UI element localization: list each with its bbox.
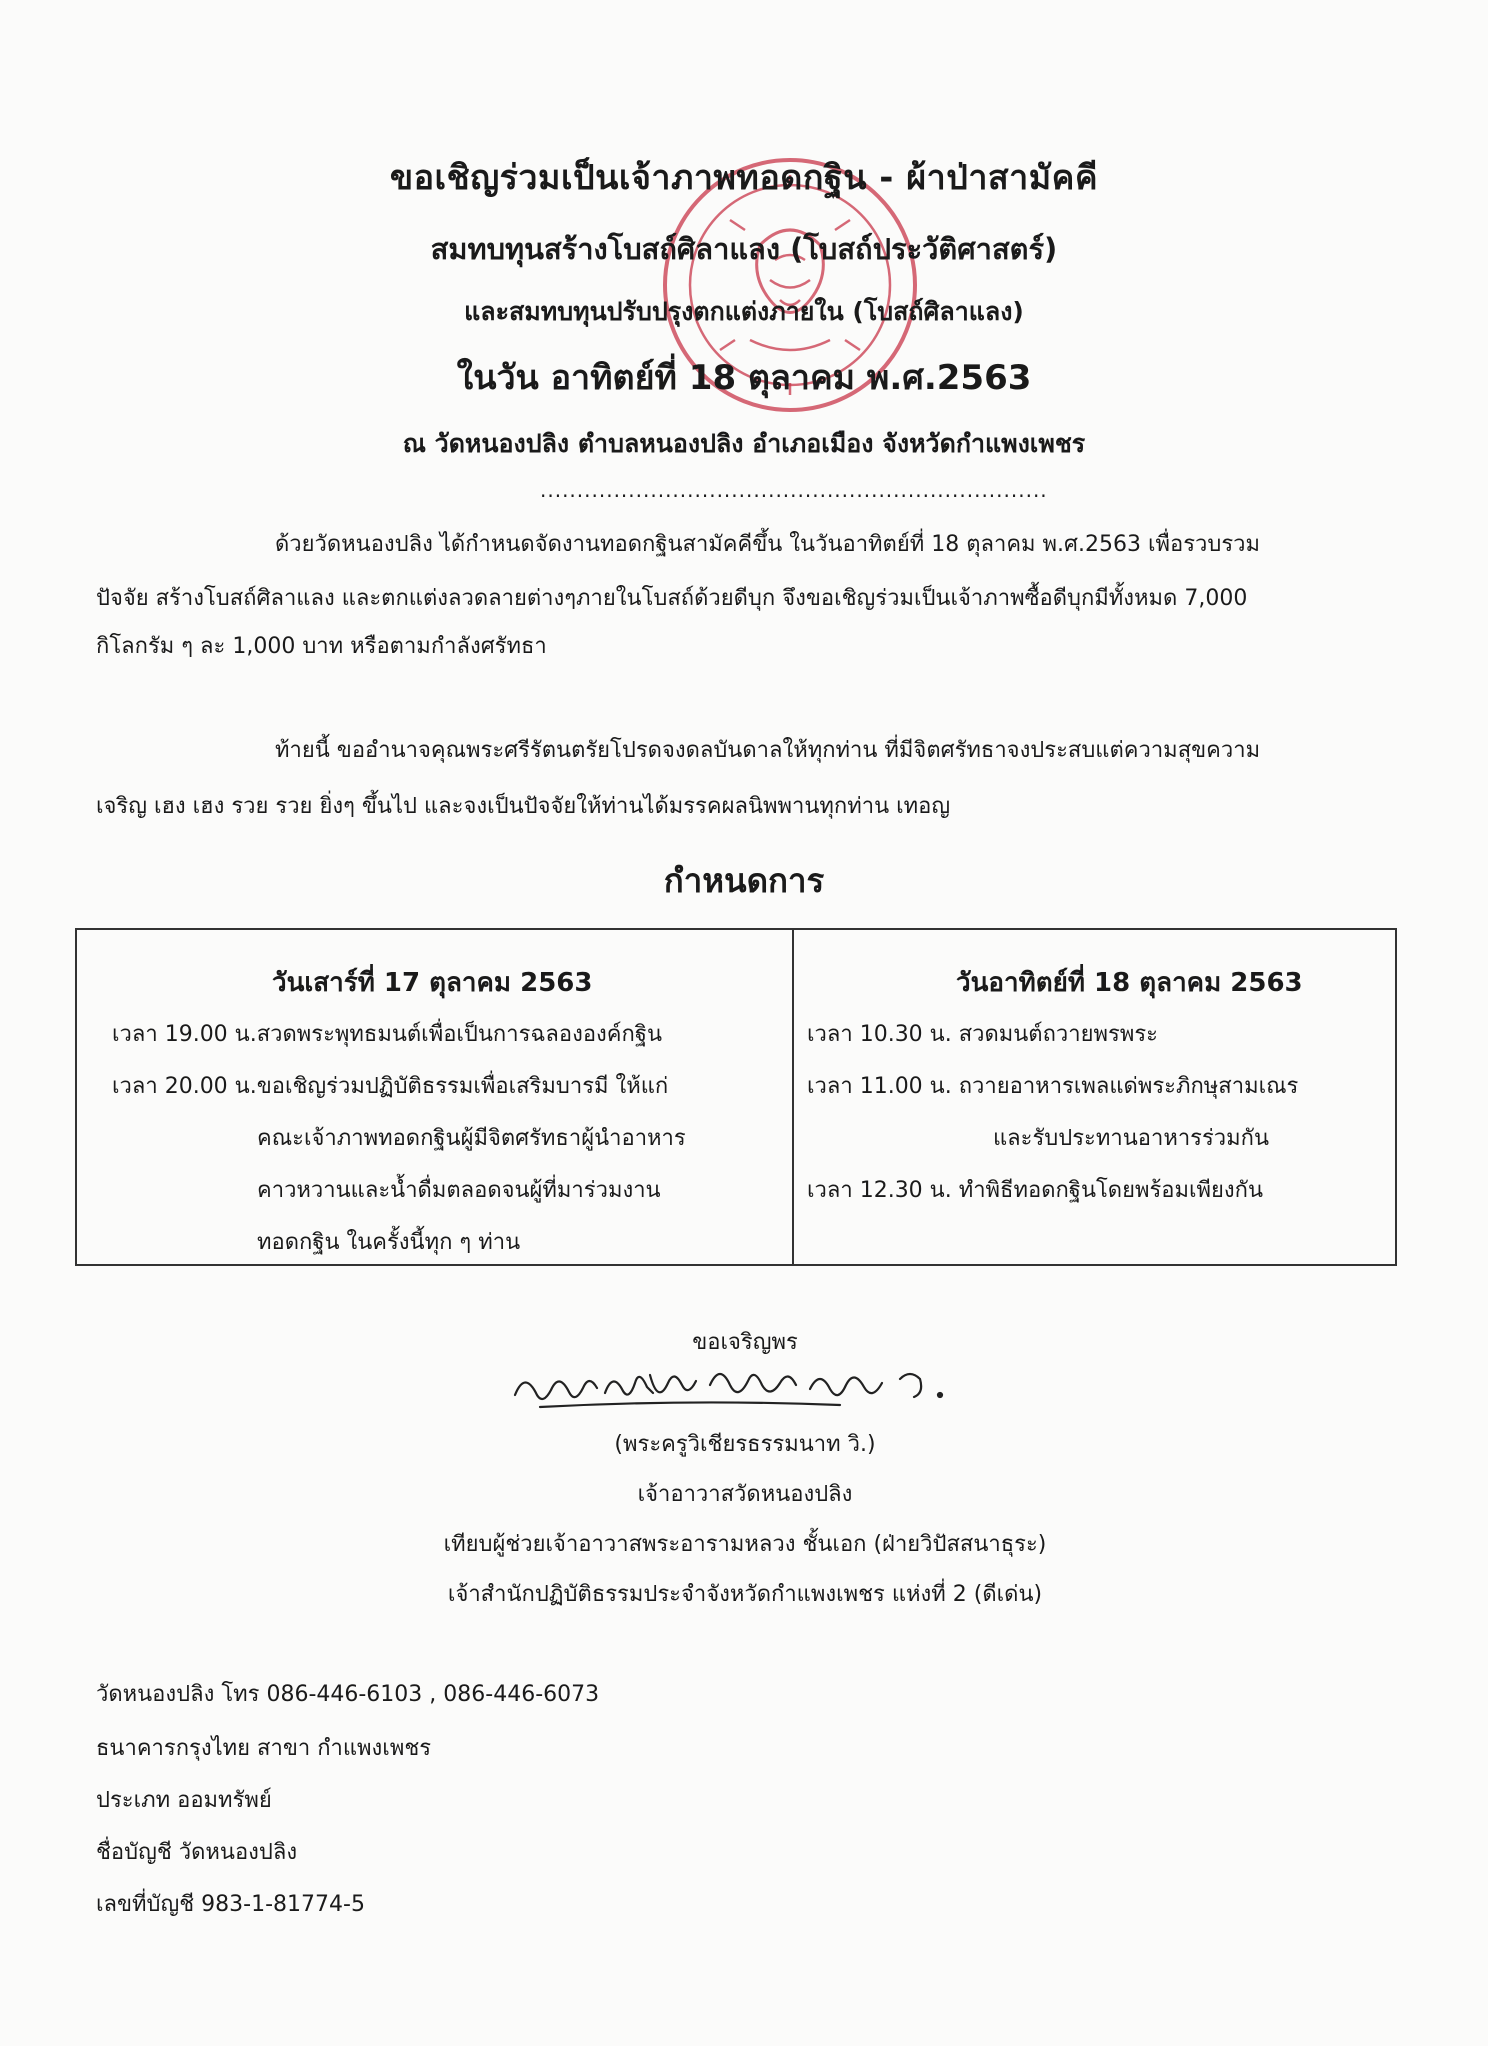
- schedule-heading: กำหนดการ: [663, 861, 825, 900]
- saturday-row: ทอดกฐิน ในครั้งนี้ทุก ๆ ท่าน: [257, 1230, 521, 1255]
- paragraph-1-line-2: ปัจจัย สร้างโบสถ์ศิลาแลง และตกแต่งลวดลายต่างๆภายในโบสถ์ด้วยดีบุก จึงขอเชิญร่วมเป็นเจ้าภาพซื้อดีบุกมีทั้งหมด 7,000: [96, 586, 1248, 611]
- heading-build-chapel: สมทบทุนสร้างโบสถ์ศิลาแลง (โบสถ์ประวัติศาสตร์): [430, 232, 1058, 266]
- contact-account-number: เลขที่บัญชี 983-1-81774-5: [96, 1892, 365, 1917]
- table-divider: [792, 930, 794, 1264]
- sunday-row: เวลา 12.30 น. ทำพิธีทอดกฐินโดยพร้อมเพียงกัน: [807, 1178, 1264, 1203]
- saturday-row: เวลา 20.00 น.ขอเชิญร่วมปฏิบัติธรรมเพื่อเสริมบารมี ให้แก่: [112, 1074, 669, 1099]
- sunday-row: เวลา 10.30 น. สวดมนต์ถวายพรพระ: [807, 1022, 1158, 1047]
- contact-account-type: ประเภท ออมทรัพย์: [96, 1788, 272, 1813]
- sunday-date: วันอาทิตย์ที่ 18 ตุลาคม 2563: [956, 968, 1303, 998]
- paragraph-2-line-2: เจริญ เฮง เฮง รวย รวย ยิ่งๆ ขึ้นไป และจงเป็นปัจจัยให้ท่านได้มรรคผลนิพพานทุกท่าน เทอญ: [96, 794, 951, 819]
- signer-name: (พระครูวิเชียรธรรมนาท วิ.): [614, 1432, 876, 1457]
- heading-location: ณ วัดหนองปลิง ตำบลหนองปลิง อำเภอเมือง จังหวัดกำแพงเพชร: [402, 429, 1086, 458]
- heading-event-date: ในวัน อาทิตย์ที่ 18 ตุลาคม พ.ศ.2563: [456, 358, 1032, 398]
- heading-renovate-chapel: และสมทบทุนปรับปรุงตกแต่งภายใน (โบสถ์ศิลาแลง): [464, 297, 1024, 326]
- handwritten-signature: [510, 1355, 970, 1415]
- saturday-date: วันเสาร์ที่ 17 ตุลาคม 2563: [272, 968, 593, 998]
- contact-account-name: ชื่อบัญชี วัดหนองปลิง: [96, 1840, 298, 1865]
- saturday-row: เวลา 19.00 น.สวดพระพุทธมนต์เพื่อเป็นการฉลององค์กฐิน: [112, 1022, 663, 1047]
- separator-dots: .....................................................................: [540, 478, 1048, 502]
- closing-blessing: ขอเจริญพร: [692, 1330, 798, 1355]
- signer-title-assistant: เทียบผู้ช่วยเจ้าอาวาสพระอารามหลวง ชั้นเอก (ฝ่ายวิปัสสนาธุระ): [443, 1532, 1047, 1557]
- contact-phone: วัดหนองปลิง โทร 086-446-6103 , 086-446-6073: [96, 1682, 600, 1707]
- sunday-row: เวลา 11.00 น. ถวายอาหารเพลแด่พระภิกษุสามเณร: [807, 1074, 1299, 1099]
- saturday-row: คาวหวานและน้ำดื่มตลอดจนผู้ที่มาร่วมงาน: [257, 1178, 661, 1203]
- heading-invitation: ขอเชิญร่วมเป็นเจ้าภาพทอดกฐิน - ผ้าป่าสามัคคี: [389, 158, 1099, 198]
- paragraph-1-line-1: ด้วยวัดหนองปลิง ได้กำหนดจัดงานทอดกฐินสามัคคีขึ้น ในวันอาทิตย์ที่ 18 ตุลาคม พ.ศ.2563 เพื่อรวบรวม: [275, 532, 1261, 557]
- saturday-row: คณะเจ้าภาพทอดกฐินผู้มีจิตศรัทธาผู้นำอาหาร: [257, 1126, 686, 1151]
- sunday-row: และรับประทานอาหารร่วมกัน: [993, 1126, 1270, 1151]
- contact-bank: ธนาคารกรุงไทย สาขา กำแพงเพชร: [96, 1736, 432, 1761]
- signer-title-abbot: เจ้าอาวาสวัดหนองปลิง: [637, 1482, 853, 1507]
- signer-title-center: เจ้าสำนักปฏิบัติธรรมประจำจังหวัดกำแพงเพชร แห่งที่ 2 (ดีเด่น): [447, 1582, 1043, 1607]
- paragraph-1-line-3: กิโลกรัม ๆ ละ 1,000 บาท หรือตามกำลังศรัทธา: [96, 634, 547, 659]
- paragraph-2-line-1: ท้ายนี้ ขออำนาจคุณพระศรีรัตนตรัยโปรดจงดลบันดาลให้ทุกท่าน ที่มีจิตศรัทธาจงประสบแต่ความสุขความ: [275, 738, 1261, 763]
- schedule-table: [75, 928, 1397, 1266]
